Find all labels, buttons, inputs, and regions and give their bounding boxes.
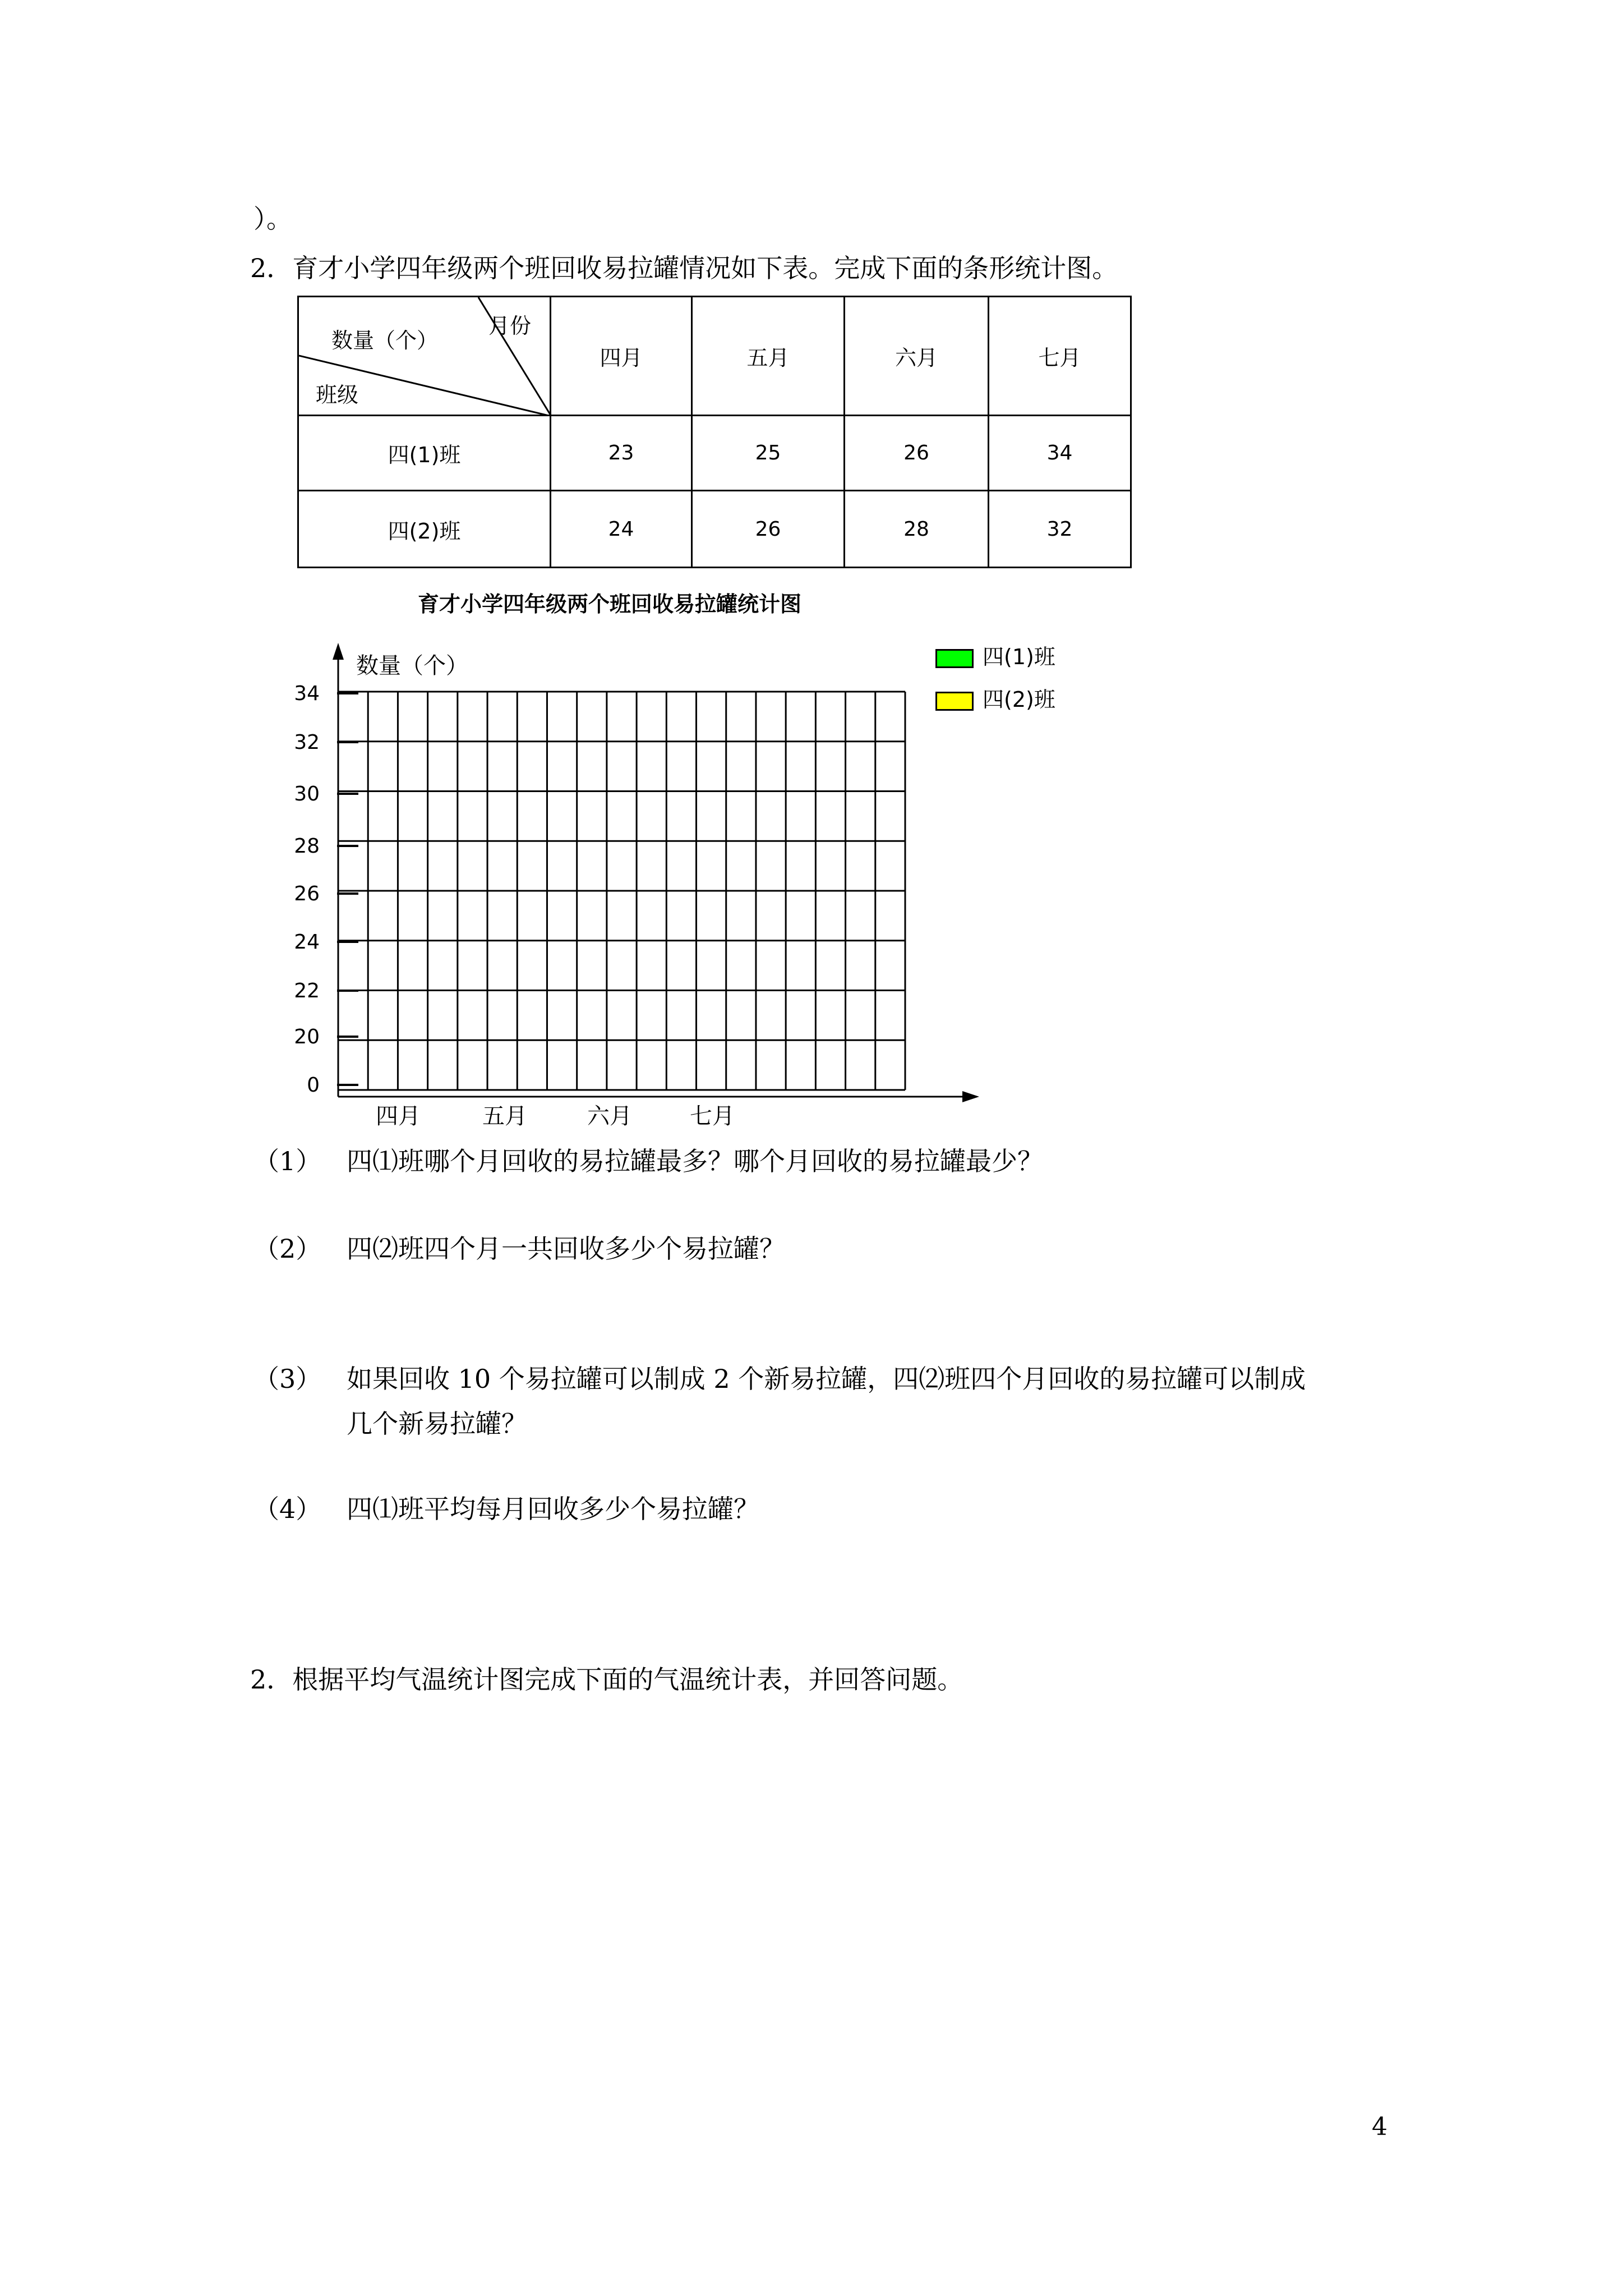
column-header: 五月 (692, 297, 845, 416)
x-category-label: 七月 (690, 1103, 735, 1129)
table-cell: 24 (551, 491, 692, 568)
table-row (298, 416, 1131, 491)
table-header-row (298, 297, 1131, 416)
x-category-label: 四月 (376, 1103, 421, 1129)
sub-question-text: 四⑴班哪个月回收的易拉罐最多？哪个月回收的易拉罐最少？ (347, 1146, 1043, 1176)
y-tick-label: 24 (294, 931, 320, 954)
row-label: 四(1)班 (298, 416, 551, 491)
sub-question-text: 四⑴班平均每月回收多少个易拉罐？ (347, 1494, 759, 1524)
y-tick-label: 30 (294, 783, 320, 806)
table-cell: 26 (692, 491, 845, 568)
sub-question-text-continued: 几个新易拉罐？ (347, 1409, 527, 1439)
table-row (298, 491, 1131, 568)
legend-label-class-2: 四(2)班 (983, 687, 1055, 712)
y-tick-label: 34 (294, 682, 320, 705)
question-heading (250, 1663, 963, 1696)
column-header: 六月 (845, 297, 989, 416)
table-corner-cell (298, 297, 551, 416)
sub-question-text: 四⑵班四个月一共回收多少个易拉罐？ (347, 1234, 785, 1264)
chart-title: 育才小学四年级两个班回收易拉罐统计图 (418, 592, 802, 616)
corner-label-month: 月份 (488, 314, 532, 338)
y-tick-label: 32 (294, 731, 320, 754)
sub-question-number: （4） (253, 1494, 322, 1524)
column-header: 七月 (989, 297, 1131, 416)
sub-question-number: （1） (253, 1146, 322, 1176)
sub-question-number: （3） (253, 1364, 322, 1394)
question-number: 2． (250, 1664, 293, 1695)
legend-swatch-class-2 (935, 692, 974, 711)
table-cell: 23 (551, 416, 692, 491)
y-tick-label: 26 (294, 882, 320, 905)
page-number: 4 (1372, 2113, 1387, 2141)
y-tick-label: 22 (294, 979, 320, 1002)
question-number: 2． (250, 253, 293, 283)
table-cell: 34 (989, 416, 1131, 491)
legend-swatch-class-1 (935, 649, 974, 668)
x-category-label: 六月 (587, 1103, 632, 1129)
sub-question-text: 如果回收 10 个易拉罐可以制成 2 个新易拉罐，四⑵班四个月回收的易拉罐可以制成 (347, 1364, 1306, 1394)
y-axis-arrow-icon (333, 643, 344, 660)
y-tick-label: 0 (307, 1074, 320, 1097)
recycling-data-table (297, 296, 1132, 568)
row-label: 四(2)班 (298, 491, 551, 568)
blank-bar-chart (269, 634, 998, 1139)
sub-question-number: （2） (253, 1234, 322, 1264)
column-header: 四月 (551, 297, 692, 416)
previous-question-fragment: ）。 (253, 204, 292, 234)
table-cell: 26 (845, 416, 989, 491)
corner-label-class: 班级 (316, 383, 359, 407)
y-axis-label: 数量（个） (356, 653, 468, 679)
y-tick-label: 20 (294, 1025, 320, 1048)
table-cell: 28 (845, 491, 989, 568)
table-cell: 25 (692, 416, 845, 491)
question-text: 育才小学四年级两个班回收易拉罐情况如下表。完成下面的条形统计图。 (292, 253, 1118, 283)
y-tick-label: 28 (294, 835, 320, 858)
legend-label-class-1: 四(1)班 (983, 645, 1055, 669)
x-category-label: 五月 (482, 1103, 527, 1129)
x-axis-arrow-icon (962, 1091, 979, 1102)
corner-label-quantity: 数量（个） (331, 328, 439, 353)
question-heading (250, 251, 1118, 285)
table-cell: 32 (989, 491, 1131, 568)
question-text: 根据平均气温统计图完成下面的气温统计表，并回答问题。 (292, 1664, 963, 1695)
